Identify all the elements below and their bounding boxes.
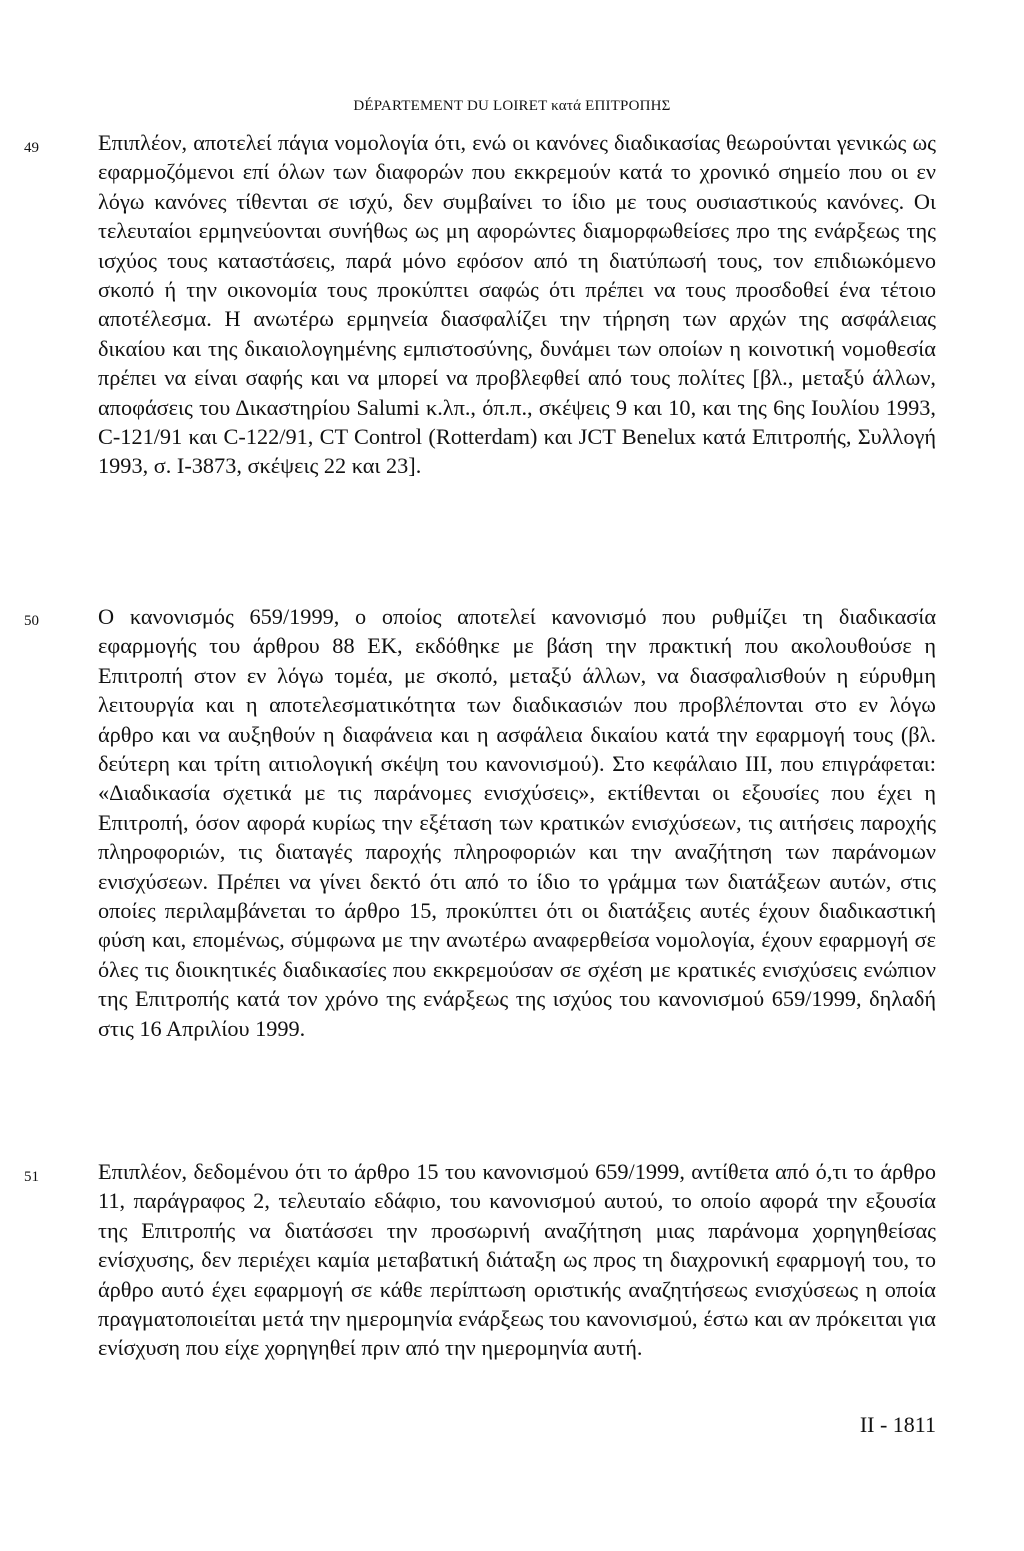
paragraph-number: 49 bbox=[24, 140, 39, 156]
paragraph-text: Επιπλέον, αποτελεί πάγια νομολογία ότι, ενώ οι κανόνες διαδικασίας θεωρούνται γενικώς ως εφαρμοζόμενοι επί όλων των διαφορών που εκκρεμούν κατά το χρονικό σημείο που οι εν λόγω κανόνες τίθενται σε ισχύ, δεν συμβαίνει το ίδιο με τους ουσιαστικούς κανόνες. Οι τελευταίοι ερμηνεύονται συνήθως ως μη αφορώντες διαμορφωθείσες προ της ενάρξεως της ισχύος τους καταστάσεις, παρά μόνο εφόσον από τη διατύπωσή τους, τον επιδιωκόμενο σκοπό ή την οικονομία τους προκύπτει σαφώς ότι πρέπει να τους προσδοθεί ένα τέτοιο αποτέλεσμα. Η ανωτέρω ερμηνεία διασφαλίζει την τήρηση των αρχών της ασφάλειας δικαίου και της δικαιολογημένης εμπιστοσύνης, δυνάμει των οποίων η κοινοτική νομοθεσία πρέπει να είναι σαφής και να μπορεί να προβλεφθεί από τους πολίτες [βλ., μεταξύ άλλων, αποφάσεις του Δικαστηρίου Salumi κ.λπ., όπ.π., σκέψεις 9 και 10, και της 6ης Ιουλίου 1993, C-121/91 και C-122/91, CT Control (Rotterdam) και JCT Benelux κατά Επιτροπής, Συλλογή 1993, σ. I-3873, σκέψεις 22 και 23]. bbox=[98, 130, 936, 479]
page-number: II - 1811 bbox=[859, 1412, 936, 1437]
paragraph-text: Ο κανονισμός 659/1999, ο οποίος αποτελεί κανονισμό που ρυθμίζει τη διαδικασία εφαρμογής του άρθρου 88 ΕΚ, εκδόθηκε με βάση την πρακτική που ακολουθούσε η Επιτροπή στον εν λόγω τομέα, με σκοπό, μεταξύ άλλων, να διασφαλισθούν η εύρυθμη λειτουργία και η αποτελεσματικότητα των διαδικασιών που προβλέπονται στο εν λόγω άρθρο και να αυξηθούν η διαφάνεια και η ασφάλεια δικαίου κατά την εφαρμογή τους (βλ. δεύτερη και τρίτη αιτιολογική σκέψη του κανονισμού). Στο κεφάλαιο III, που επιγράφεται: «Διαδικασία σχετικά με τις παράνομες ενισχύσεις», εκτίθενται οι εξουσίες που έχει η Επιτροπή, όσον αφορά κυρίως την εξέταση των κρατικών ενισχύσεων, τις αιτήσεις παροχής πληροφοριών, τις διαταγές παροχής πληροφοριών και την αναζήτηση των παράνομων ενισχύσεων. Πρέπει να γίνει δεκτό ότι από το ίδιο το γράμμα των διατάξεων αυτών, στις οποίες περιλαμβάνεται το άρθρο 15, προκύπτει ότι οι διατάξεις αυτές έχουν διαδικαστική φύση και, επομένως, σύμφωνα με την ανωτέρω αναφερθείσα νομολογία, έχουν εφαρμογή σε όλες τις διοικητικές διαδικασίες που εκκρεμούσαν σε σχέση με κρατικές ενισχύσεις ενώπιον της Επιτροπής κατά τον χρόνο της ενάρξεως της ισχύος του κανονισμού 659/1999, δηλαδή στις 16 Απριλίου 1999. bbox=[98, 604, 936, 1041]
paragraph-text: Επιπλέον, δεδομένου ότι το άρθρο 15 του κανονισμού 659/1999, αντίθετα από ό,τι το άρθρο 11, παράγραφος 2, τελευταίο εδάφιο, του κανονισμού αυτού, το οποίο αφορά την εξουσία της Επιτροπής να διατάσσει την προσωρινή αναζήτηση μιας παράνομα χορηγηθείσας ενίσχυσης, δεν περιέχει καμία μεταβατική διάταξη ως προς τη διαχρονική εφαρμογή του, το άρθρο αυτό έχει εφαρμογή σε κάθε περίπτωση οριστικής αναζητήσεως ενισχύσεως η οποία πραγματοποιείται μετά την ημερομηνία ενάρξεως του κανονισμού, έστω και αν πρόκειται για ενίσχυση που είχε χορηγηθεί πριν από την ημερομηνία αυτή. bbox=[98, 1159, 936, 1361]
running-header: DÉPARTEMENT DU LOIRET κατά ΕΠΙΤΡΟΠΗΣ bbox=[353, 98, 671, 114]
paragraph-number: 51 bbox=[24, 1169, 39, 1185]
paragraph-number: 50 bbox=[24, 613, 39, 629]
